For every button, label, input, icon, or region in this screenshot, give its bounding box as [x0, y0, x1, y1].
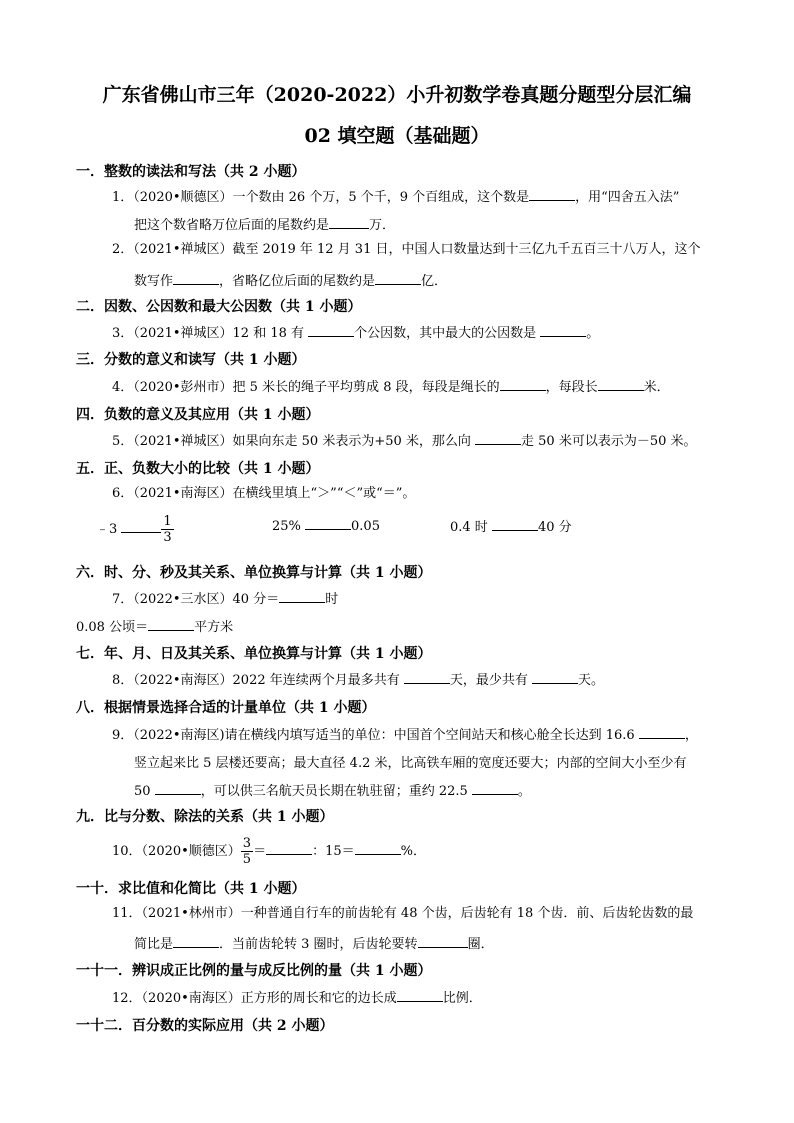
question-12: 12．（2020•南海区）正方形的周长和它的边长成 比例． [112, 988, 482, 1007]
question-2-cont: 数写作 ，省略亿位后面的尾数约是 亿． [134, 270, 447, 289]
section-heading-8: 八．根据情景选择合适的计量单位（共 1 小题） [76, 700, 376, 716]
answer-blank[interactable] [397, 988, 443, 1002]
question-11-cont: 简比是 ．当前齿轮转 3 圈时，后齿轮要转 圈． [134, 933, 494, 952]
question-2: 2．（2021•禅城区）截至 2019 年 12 月 31 日，中国人口数量达到十三亿九千五百三十八万人，这个 [112, 242, 701, 257]
question-8: 8．（2022•南海区）2022 年连续两个月最多共有 天，最少共有 天。 [112, 670, 604, 689]
question-7-cont: 0.08 公顷＝ 平方米 [76, 616, 233, 635]
answer-blank[interactable] [598, 377, 644, 391]
compare-item-1: ﹣3 $\frac{1}{3}$ [96, 514, 172, 545]
answer-blank[interactable] [173, 271, 219, 285]
question-6: 6．（2021•南海区）在横线里填上“＞”“＜”或“＝”。 [112, 486, 416, 501]
answer-blank[interactable] [308, 323, 354, 337]
question-11: 11．（2021•林州市）一种普通自行车的前齿轮有 48 个齿，后齿轮有 18 个齿．前、后齿轮齿数的最 [112, 906, 694, 921]
answer-blank[interactable] [532, 670, 578, 684]
answer-blank[interactable] [639, 725, 685, 739]
answer-blank[interactable] [173, 934, 219, 948]
section-heading-4: 四．负数的意义及其应用（共 1 小题） [76, 407, 320, 423]
answer-blank[interactable] [266, 841, 312, 855]
section-heading-9: 九．比与分数、除法的关系（共 1 小题） [76, 809, 334, 825]
section-heading-1: 一．整数的读法和写法（共 2 小题） [76, 164, 306, 180]
compare-item-2: 25% 0.05 [272, 516, 380, 534]
answer-blank[interactable] [529, 187, 575, 201]
answer-blank[interactable] [418, 934, 468, 948]
answer-blank[interactable] [279, 589, 325, 603]
question-9-cont2: 50 ，可以供三名航天员长期在轨驻留；重约 22.5 。 [134, 780, 531, 799]
answer-blank[interactable] [540, 323, 586, 337]
question-3: 3．（2021•禅城区）12 和 18 有 个公因数，其中最大的公因数是 。 [112, 323, 599, 342]
question-7: 7．（2022•三水区）40 分＝ 时 [112, 589, 338, 608]
section-heading-6: 六．时、分、秒及其关系、单位换算与计算（共 1 小题） [76, 565, 432, 581]
question-1-cont: 把这个数省略万位后面的尾数约是 万． [134, 214, 395, 233]
answer-blank[interactable] [305, 516, 351, 530]
answer-blank[interactable] [148, 617, 194, 631]
answer-blank[interactable] [375, 271, 421, 285]
fraction: $\frac{3}{5}$ [242, 836, 252, 867]
question-10: 10．（2020•顺德区） $\frac{3}{5}$ ＝ ：15＝ %． [112, 836, 426, 867]
answer-blank[interactable] [472, 781, 518, 795]
question-1: 1．（2020•顺德区）一个数由 26 个万，5 个千，9 个百组成，这个数是 ，用“四舍五入法” [112, 187, 679, 206]
question-5: 5．（2021•禅城区）如果向东走 50 米表示为+50 米，那么向 走 50 米可以表示为－50 米。 [112, 431, 697, 450]
section-heading-5: 五．正、负数大小的比较（共 1 小题） [76, 461, 320, 477]
section-heading-10: 一十．求比值和化简比（共 1 小题） [76, 881, 306, 897]
section-heading-3: 三．分数的意义和读写（共 1 小题） [76, 352, 306, 368]
answer-blank[interactable] [329, 215, 369, 229]
answer-blank[interactable] [475, 431, 521, 445]
section-heading-12: 一十二．百分数的实际应用（共 2 小题） [76, 1018, 334, 1034]
answer-blank[interactable] [155, 781, 201, 795]
answer-blank[interactable] [355, 841, 401, 855]
answer-blank[interactable] [121, 519, 161, 533]
section-heading-7: 七．年、月、日及其关系、单位换算与计算（共 1 小题） [76, 646, 432, 662]
answer-blank[interactable] [500, 377, 546, 391]
question-4: 4．（2020•彭州市）把 5 米长的绳子平均剪成 8 段，每段是绳长的 ，每段长 米． [112, 377, 670, 396]
section-heading-2: 二．因数、公因数和最大公因数（共 1 小题） [76, 299, 362, 315]
answer-blank[interactable] [404, 670, 450, 684]
page-title: 广东省佛山市三年（2020-2022）小升初数学卷真题分题型分层汇编 [102, 84, 692, 106]
question-9: 9．（2022•南海区)请在横线内填写适当的单位：中国首个空间站天和核心舱全长达到 16.6 ， [112, 725, 698, 744]
question-9-cont: 竖立起来比 5 层楼还要高；最大直径 4.2 米，比高铁车厢的宽度还要大；内部的空间大小至少有 [134, 756, 687, 771]
page-subtitle: 02 填空题（基础题） [304, 125, 490, 147]
fraction: $\frac{1}{3}$ [163, 514, 172, 545]
compare-item-3: 0.4 时 40 分 [450, 516, 572, 535]
section-heading-11: 一十一．辨识成正比例的量与成反比例的量（共 1 小题） [76, 963, 432, 979]
answer-blank[interactable] [492, 517, 538, 531]
